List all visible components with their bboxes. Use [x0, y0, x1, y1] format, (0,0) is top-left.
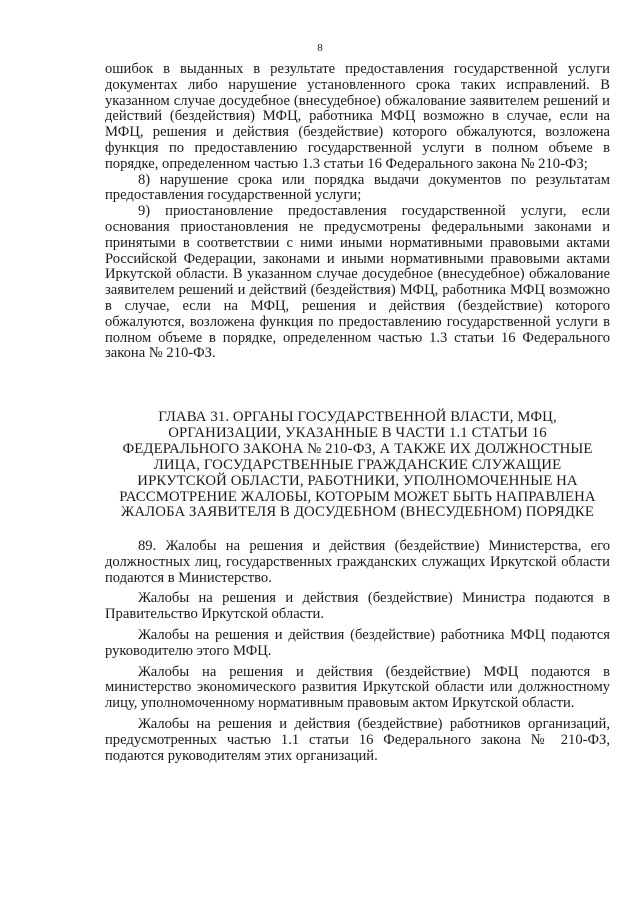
chapter-heading-line: ЖАЛОБА ЗАЯВИТЕЛЯ В ДОСУДЕБНОМ (ВНЕСУДЕБНОМ) ПОРЯДКЕ: [121, 504, 594, 521]
paragraph-organization-complaints: Жалобы на решения и действия (бездействие) работников организаций, предусмотренных частью 1.1 статьи 16 Федерального закона № 210-ФЗ, подаются руководителям этих организаций.: [105, 715, 610, 764]
bottom-section: [105, 539, 610, 764]
paragraph-item-8: 8) нарушение срока или порядка выдачи документов по результатам предоставления государственной услуги;: [105, 171, 610, 204]
chapter-heading-line: ФЕДЕРАЛЬНОГО ЗАКОНА № 210-ФЗ, А ТАКЖЕ ИХ ДОЛЖНОСТНЫЕ: [122, 440, 593, 457]
paragraph-89: 89. Жалобы на решения и действия (бездействие) Министерства, его должностных лиц, государственных гражданских служащих Иркутской области подаются в Министерство.: [105, 538, 610, 586]
chapter-heading-line: ГЛАВА 31. ОРГАНЫ ГОСУДАРСТВЕННОЙ ВЛАСТИ, МФЦ,: [158, 409, 557, 425]
top-section: [105, 62, 610, 362]
chapter-heading-line: РАССМОТРЕНИЕ ЖАЛОБЫ, КОТОРЫМ МОЖЕТ БЫТЬ НАПРАВЛЕНА: [119, 488, 596, 505]
chapter-heading-line: ОРГАНИЗАЦИИ, УКАЗАННЫЕ В ЧАСТИ 1.1 СТАТЬИ 16: [168, 424, 547, 441]
page-number: 8: [317, 42, 323, 54]
paragraph-continuation: ошибок в выданных в результате предоставления государственной услуги документах либо нарушение установленного срока таких исправлений. В указанном случае досудебное (внесудебное) обжалование заявителем решений и действий (бездействия) МФЦ, работника МФЦ возможно в случае, если на МФЦ, решения и действия (бездействие) которого обжалуются, возложена функция по предоставлению государственной услуги в полном объеме в порядке, определенном частью 1.3 статьи 16 Федерального закона № 210-ФЗ;: [105, 61, 610, 172]
chapter-heading: [105, 410, 610, 521]
paragraph-item-9: 9) приостановление предоставления государственной услуги, если основания приостановления не предусмотрены федеральными законами и принятыми в соответствии с ними иными нормативными правовыми актами Российской Федерации, законами и иными нормативными правовыми актами Иркутской области. В указанном случае досудебное (внесудебное) обжалование заявителем решений и действий (бездействия) МФЦ, работника МФЦ возможно в случае, если на МФЦ, решения и действия (бездействие) которого обжалуются, возложена функция по предоставлению государственной услуги в полном объеме в порядке, определенном частью 1.3 статьи 16 Федерального закона № 210-ФЗ.: [105, 203, 610, 362]
chapter-heading-line: ИРКУТСКОЙ ОБЛАСТИ, РАБОТНИКИ, УПОЛНОМОЧЕННЫЕ НА: [137, 472, 578, 489]
paragraph-minister-complaints: Жалобы на решения и действия (бездействие) Министра подаются в Правительство Иркутской области.: [105, 590, 610, 623]
paragraph-mfc-worker-complaints: Жалобы на решения и действия (бездействие) работника МФЦ подаются руководителю этого МФЦ.: [105, 626, 610, 659]
chapter-heading-line: ЛИЦА, ГОСУДАРСТВЕННЫЕ ГРАЖДАНСКИЕ СЛУЖАЩИЕ: [153, 456, 562, 473]
paragraph-mfc-complaints: Жалобы на решения и действия (бездействие) МФЦ подаются в министерство экономического развития Иркутской области или должностному лицу, уполномоченному нормативным правовым актом Иркутской области.: [105, 663, 610, 712]
